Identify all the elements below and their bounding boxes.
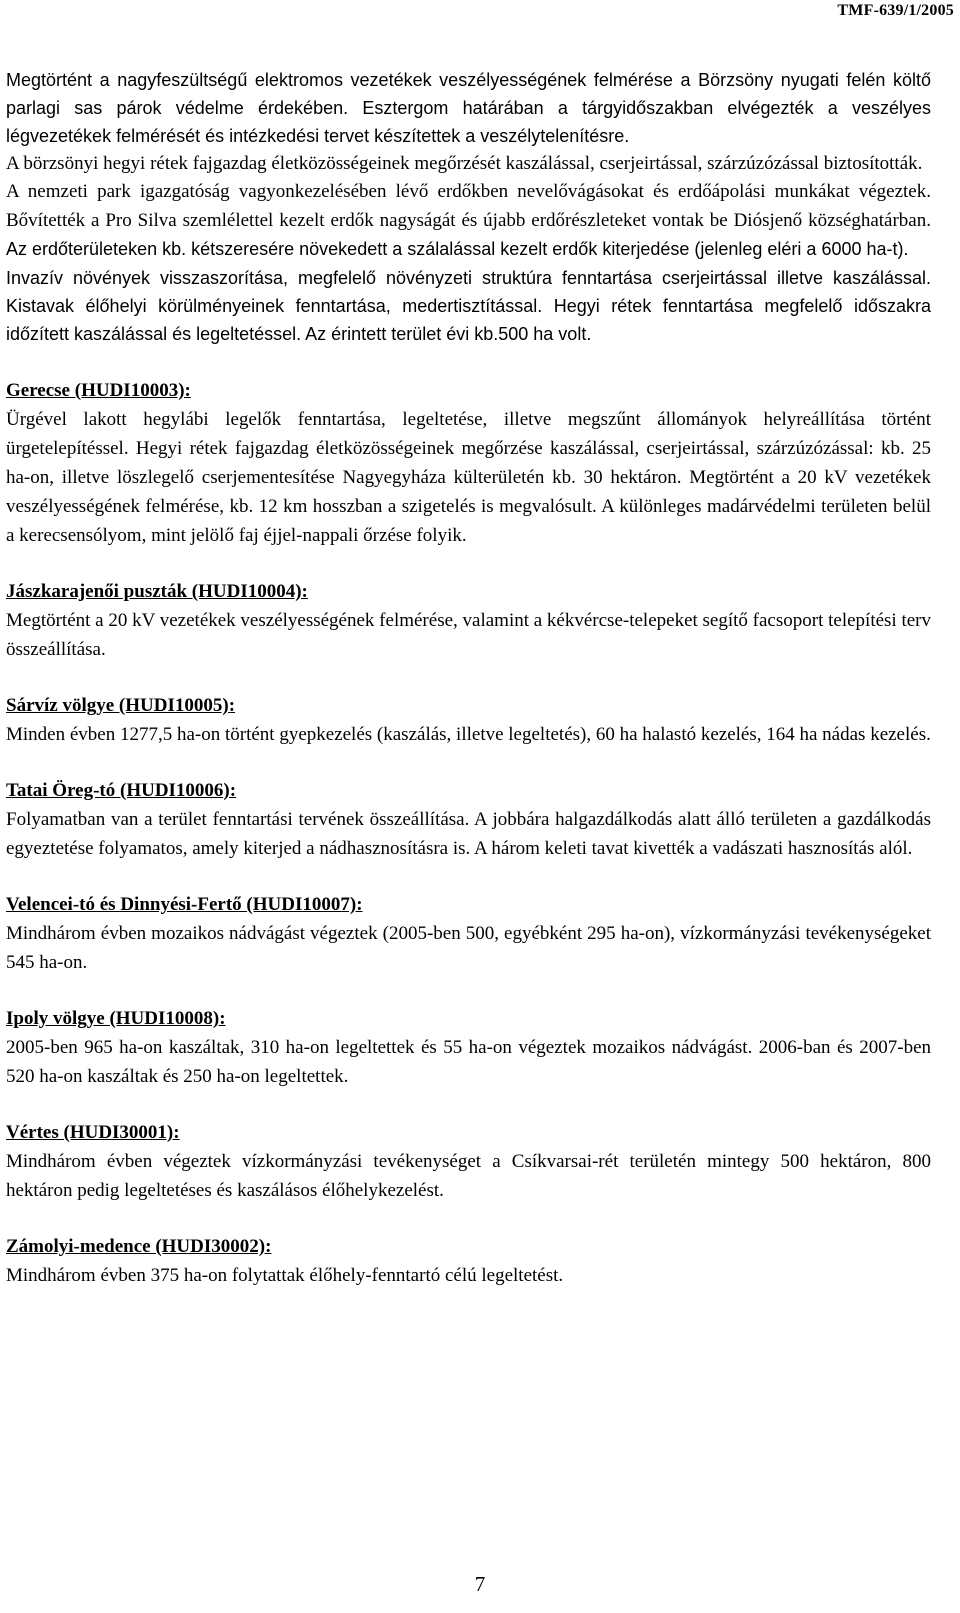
intro-paragraph-2: A börzsönyi hegyi rétek fajgazdag életközösségeinek megőrzését kaszálással, cserjeirtással, szárzúzózással biztosították. (6, 153, 923, 174)
intro-block (6, 66, 931, 348)
section-heading: Velencei-tó és Dinnyési-Fertő (HUDI10007): (6, 894, 363, 915)
section-heading: Gerecse (HUDI10003): (6, 380, 191, 401)
section-heading: Vértes (HUDI30001): (6, 1122, 180, 1143)
section-vertes (6, 1118, 931, 1205)
section-heading: Sárvíz völgye (HUDI10005): (6, 695, 236, 716)
section-body: 2005-ben 965 ha-on kaszáltak, 310 ha-on legeltettek és 55 ha-on végeztek mozaikos nádvágást. 2006-ban és 2007-ben 520 ha-on kaszáltak és 250 ha-on legeltettek. (6, 1037, 931, 1087)
section-body: Minden évben 1277,5 ha-on történt gyepkezelés (kaszálás, illetve legeltetés), 60 ha halastó kezelés, 164 ha nádas kezelés. (6, 724, 931, 745)
section-zamolyi (6, 1232, 931, 1290)
section-velencei (6, 890, 931, 977)
page-number: 7 (474, 1572, 486, 1596)
section-body: Megtörtént a 20 kV vezetékek veszélyességének felmérése, valamint a kékvércse-telepeket segítő facsoport telepítési terv összeállítása. (6, 610, 931, 660)
section-body: Mindhárom évben mozaikos nádvágást végeztek (2005-ben 500, egyébként 295 ha-on), vízkormányzási tevékenységeket 545 ha-on. (6, 923, 931, 973)
intro-paragraph-1: Megtörtént a nagyfeszültségű elektromos vezetékek veszélyességének felmérése a Börzsöny nyugati felén költő parlagi sas párok védelme érdekében. Esztergom határában a tárgyidőszakban elvégezték a veszélyes légvezetékek felmérését és intézkedési tervet készítettek a veszélytelenítésre. (6, 70, 931, 146)
section-heading: Jászkarajenői puszták (HUDI10004): (6, 581, 308, 602)
section-body: Folyamatban van a terület fenntartási tervének összeállítása. A jobbára halgazdálkodás alatt álló területen a gazdálkodás egyeztetése folyamatos, amely kiterjed a nádhasznosításra is. A három keleti tavat kivették a vadászati hasznosítás alól. (6, 809, 931, 859)
section-ipoly (6, 1004, 931, 1091)
section-heading: Ipoly völgye (HUDI10008): (6, 1008, 226, 1029)
section-body: Mindhárom évben végeztek vízkormányzási tevékenységet a Csíkvarsai-rét területén mintegy 500 hektáron, 800 hektáron pedig legeltetéses és kaszálásos élőhelykezelést. (6, 1151, 931, 1201)
section-tatai (6, 776, 931, 863)
section-body: Mindhárom évben 375 ha-on folytattak élőhely-fenntartó célú legeltetést. (6, 1265, 564, 1286)
section-sarviz (6, 691, 931, 749)
intro-paragraph-3 (6, 178, 931, 264)
section-heading: Zámolyi-medence (HUDI30002): (6, 1236, 272, 1257)
section-heading: Tatai Öreg-tó (HUDI10006): (6, 780, 237, 801)
section-body: Ürgével lakott hegylábi legelők fenntartása, legeltetése, illetve megszűnt állományok helyreállítása történt ürgetelepítéssel. Hegyi rétek fajgazdag életközösségeinek megőrzése kaszálással, cserjeirtással, szárzúzózással: kb. 25 ha-on, illetve löszlegelő cserjementesítése Nagyegyháza külterületén kb. 30 hektáron. Megtörtént a 20 kV vezetékek veszélyességének felmérése, kb. 12 km hosszban a szigetelés is megvalósult. A különleges madárvédelmi területen belül a kerecsensólyom, mint jelölő faj éjjel-nappali őrzése folyik. (6, 409, 931, 546)
section-jaszkarajenoi (6, 577, 931, 664)
intro-paragraph-3-serif: A nemzeti park igazgatóság vagyonkezelésében lévő erdőkben nevelővágásokat és erdőápolási munkákat végeztek. Bővítették a Pro Silva szemlélettel kezelt erdők nagyságát és újabb erdőrészleteket vontak be Diósjenő községhatárban. (6, 181, 931, 231)
document-body (6, 66, 931, 1290)
intro-paragraph-3-sans: Az erdőterületeken kb. kétszeresére növekedett a szálalással kezelt erdők kiterjedése (jelenleg eléri a 6000 ha-t). (6, 239, 909, 259)
document-id: TMF-639/1/2005 (837, 2, 954, 19)
section-gerecse (6, 376, 931, 550)
intro-paragraph-4: Invazív növények visszaszorítása, megfelelő növényzeti struktúra fenntartása cserjeirtással illetve kaszálással. Kistavak élőhelyi körülményeinek fenntartása, medertisztítással. Hegyi rétek fenntartása megfelelő időszakra időzített kaszálással és legeltetéssel. Az érintett terület évi kb.500 ha volt. (6, 268, 931, 344)
